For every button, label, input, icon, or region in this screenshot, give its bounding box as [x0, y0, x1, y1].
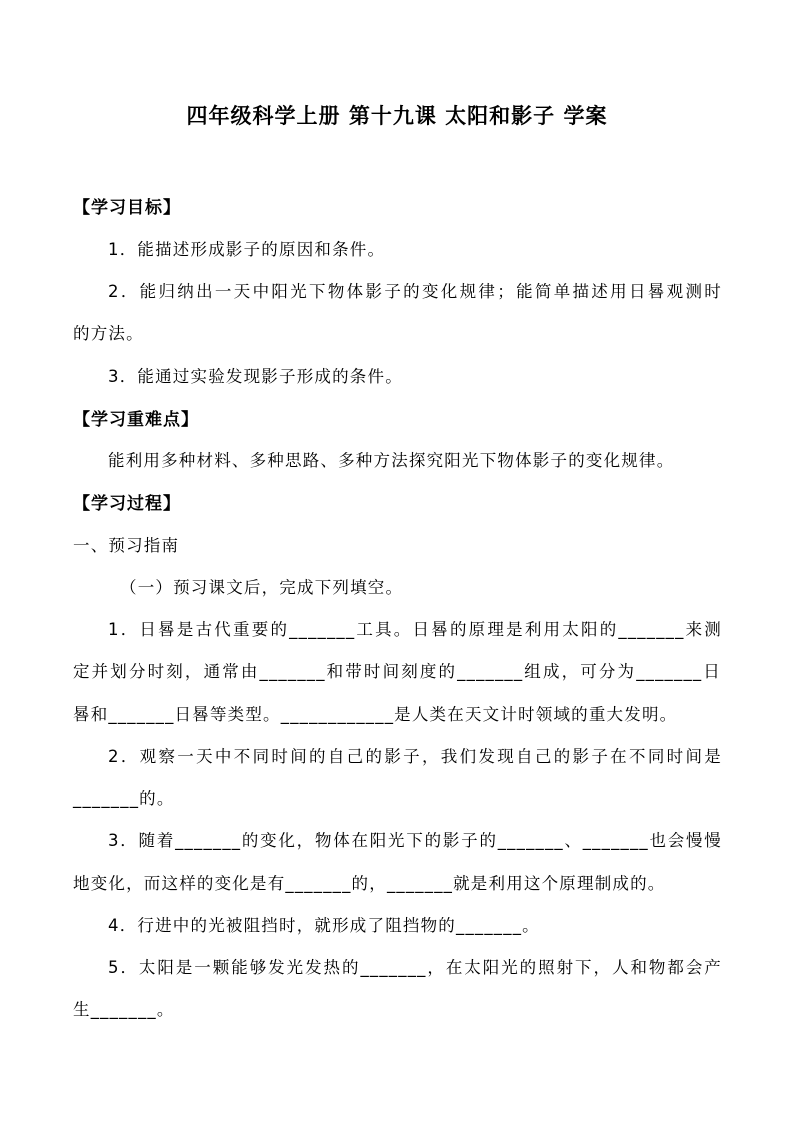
objectives-heading: 【学习目标】 — [73, 198, 181, 218]
key-points-text: 能利用多种材料、多种思路、多种方法探究阳光下物体影子的变化规律。 — [108, 451, 675, 470]
question-2-line-2: _______的。 — [73, 789, 175, 808]
question-3-line-2: 地变化，而这样的变化是有_______的，_______就是利用这个原理制成的。 — [73, 874, 666, 893]
question-1-line-1: 1．日晷是古代重要的_______工具。日晷的原理是利用太阳的_______来测 — [108, 620, 722, 639]
objective-item-1: 1．能描述形成影子的原因和条件。 — [108, 240, 386, 259]
question-1-line-2: 定并划分时刻，通常由_______和带时间刻度的_______组成，可分为_______日 — [73, 662, 721, 681]
process-sub-1: （一）预习课文后，完成下列填空。 — [120, 578, 404, 597]
question-3-line-1: 3．随着_______的变化，物体在阳光下的影子的_______、_______也会慢慢 — [108, 831, 722, 850]
key-points-heading: 【学习重难点】 — [73, 410, 199, 430]
question-1-line-3: 晷和_______日晷等类型。____________是人类在天文计时领域的重大发明。 — [73, 705, 678, 724]
page-title: 四年级科学上册 第十九课 太阳和影子 学案 — [186, 103, 608, 128]
process-part-1: 一、预习指南 — [73, 536, 180, 555]
question-4: 4．行进中的光被阻挡时，就形成了阻挡物的_______。 — [108, 916, 540, 935]
question-5-line-2: 生_______。 — [73, 1000, 175, 1019]
objective-item-2-line-2: 的方法。 — [73, 324, 144, 343]
objective-item-3: 3．能通过实验发现影子形成的条件。 — [108, 367, 403, 386]
objective-item-2-line-1: 2．能归纳出一天中阳光下物体影子的变化规律；能简单描述用日晷观测时 — [108, 282, 722, 301]
process-heading: 【学习过程】 — [73, 494, 181, 514]
question-5-line-1: 5．太阳是一颗能够发光发热的_______，在太阳光的照射下，人和物都会产 — [108, 958, 722, 977]
question-2-line-1: 2．观察一天中不同时间的自己的影子，我们发现自己的影子在不同时间是 — [108, 747, 722, 766]
